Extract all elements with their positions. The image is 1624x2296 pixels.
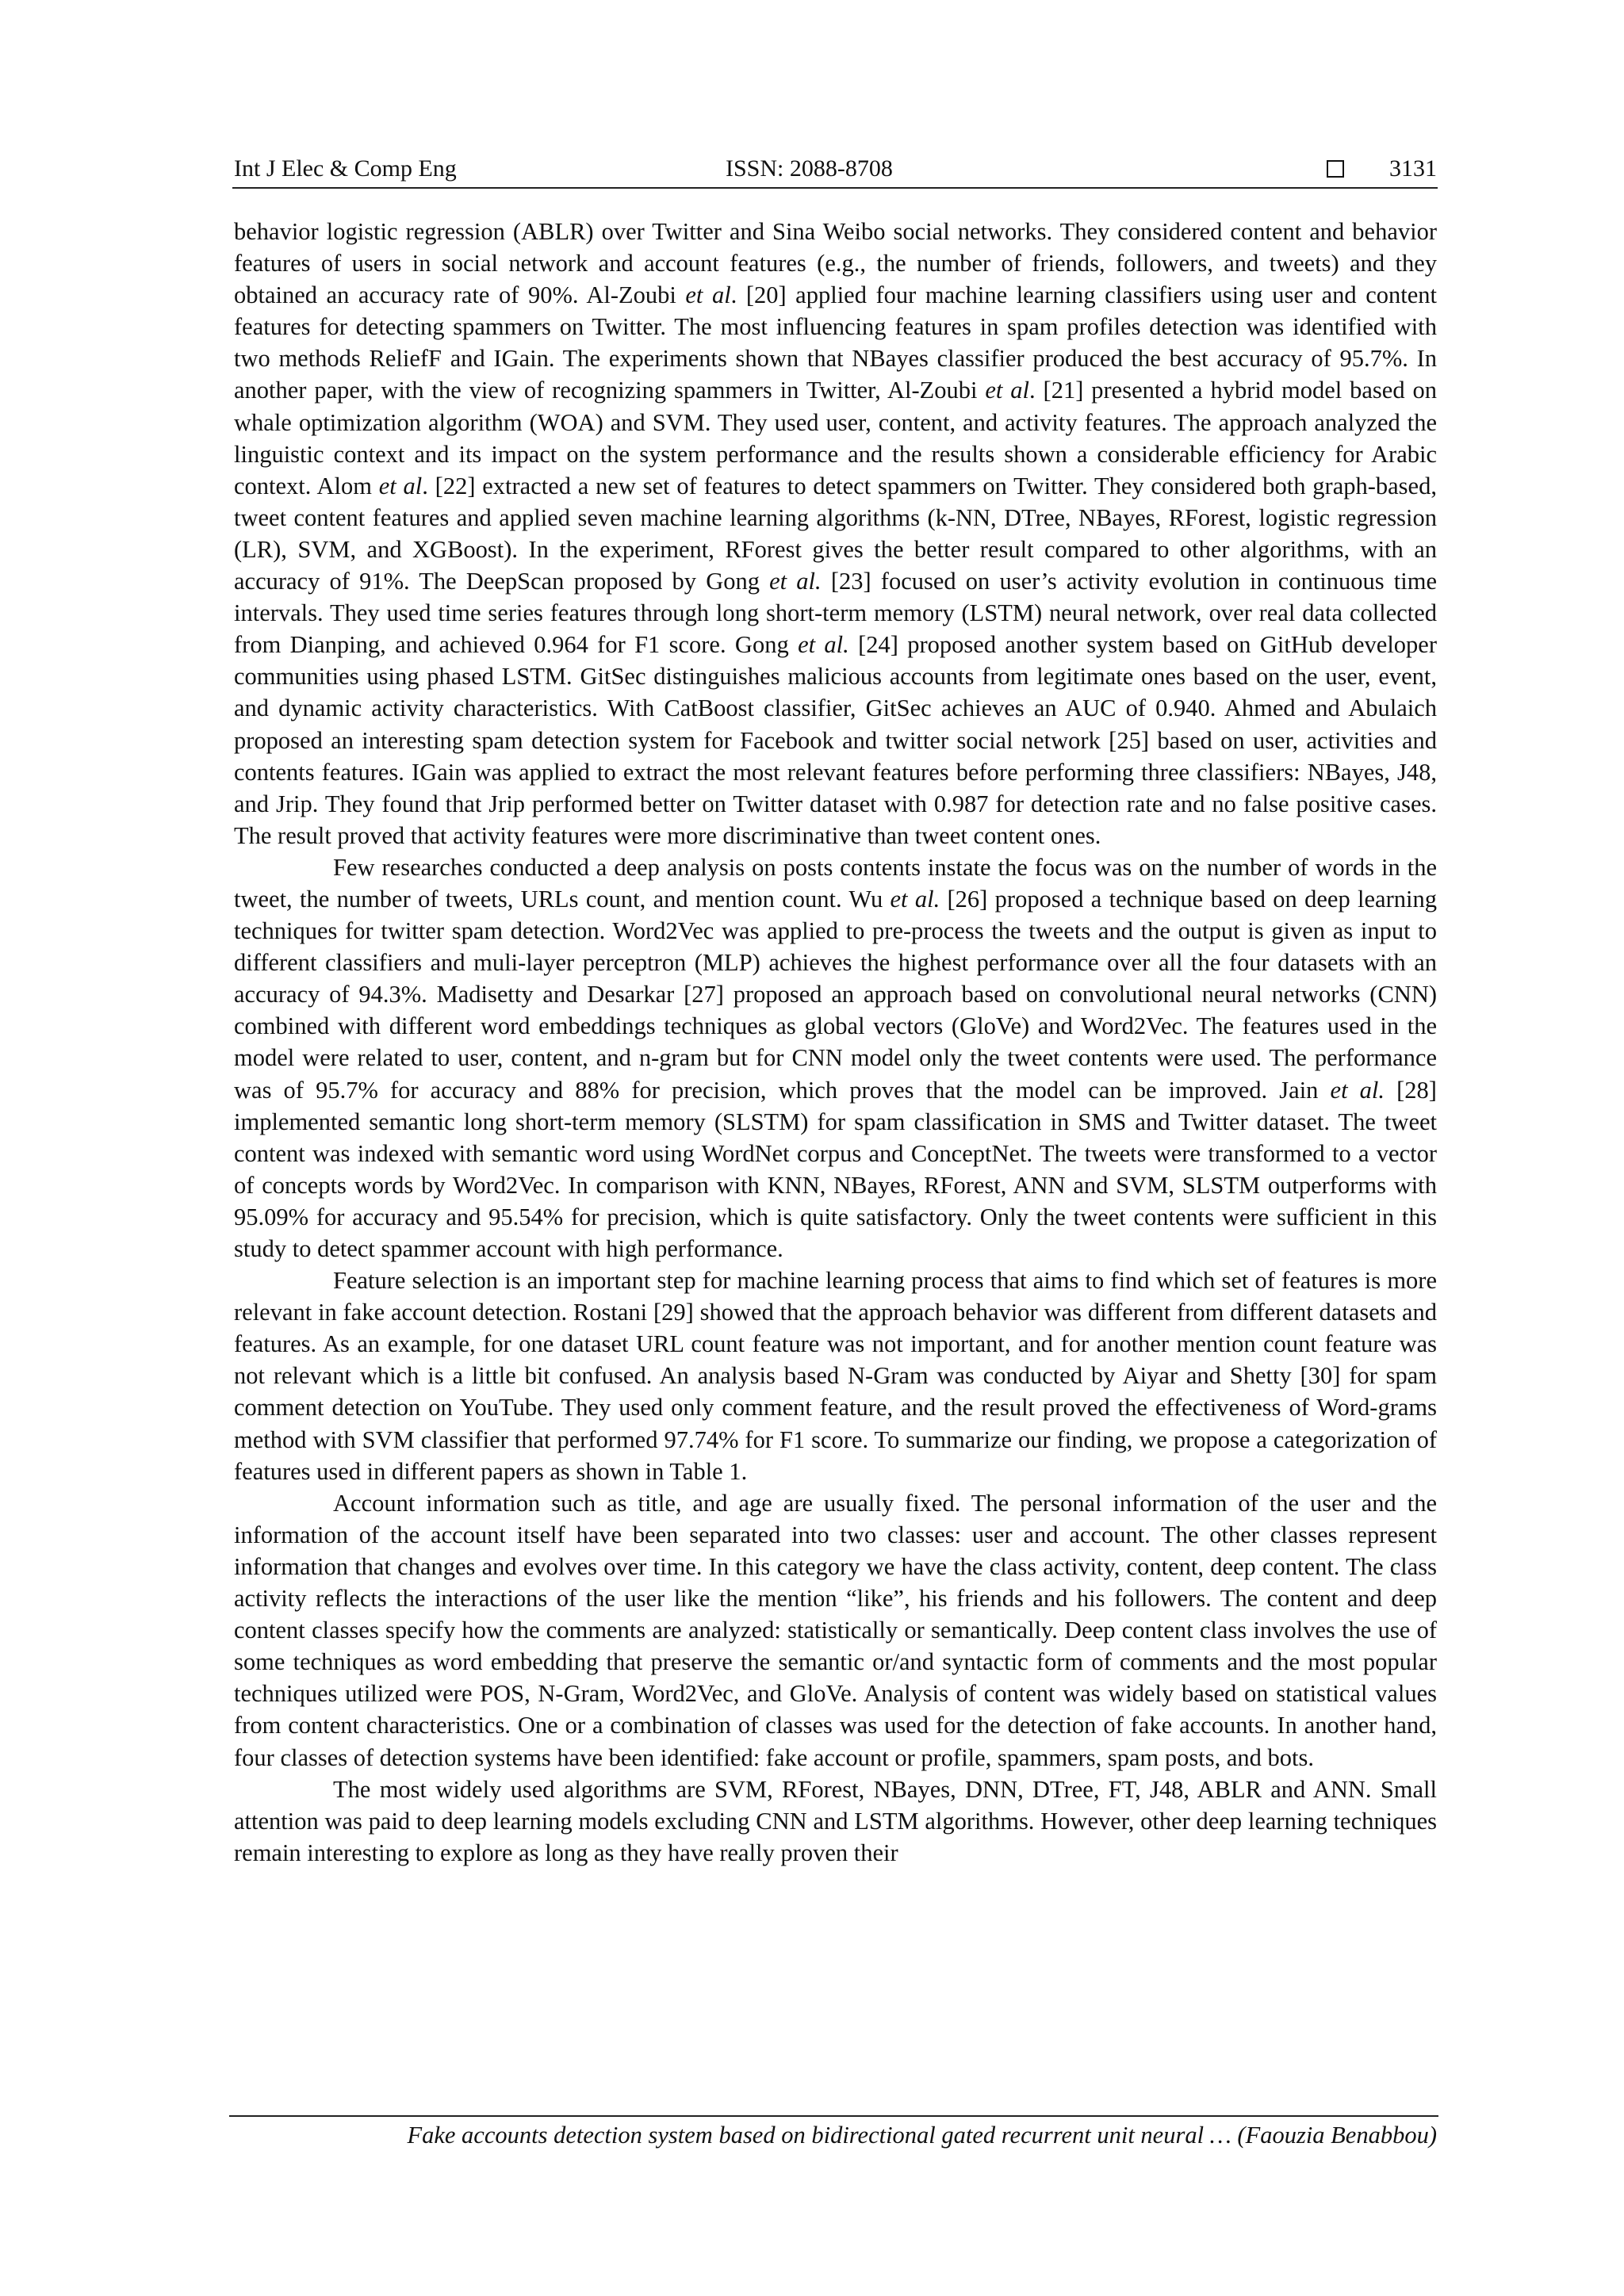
checkbox-square-icon — [1327, 160, 1344, 178]
paragraph — [234, 1265, 1437, 1487]
paragraph-text: The most widely used algorithms are SVM, RForest, NBayes, DNN, DTree, FT, J48, ABLR and ANN. Small attention was paid to deep learning models excluding CNN and LSTM algorithms. However, other deep learning techniques remain interesting to explore as long as they have really proven their — [234, 1775, 1437, 1866]
italic-text: et al. — [769, 568, 822, 595]
italic-text: et al — [685, 281, 731, 309]
paragraph-text: [26] proposed a technique based on deep learning techniques for twitter spam detection. Word2Vec was applied to pre-process the tweets and the output is given as input to different classifiers and muli-layer perceptron (MLP) achieves the highest performance over all the four datasets with an accuracy of 94.3%. Madisetty and Desarkar [27] proposed an approach based on convolutional neural networks (CNN) combined with different word embeddings techniques as global vectors (GloVe) and Word2Vec. The features used in the model were related to user, content, and n-gram but for CNN model only the tweet contents were used. The performance was of 95.7% for accuracy and 88% for precision, which proves that the model can be improved. Jain — [234, 885, 1437, 1104]
issn-label: ISSN: 2088-8708 — [726, 155, 893, 182]
paragraph — [234, 216, 1437, 851]
paragraph-text: . [22] extracted a new set of features to detect spammers on Twitter. They considered both graph-based, tweet content features and applied seven machine learning algorithms (k-NN, DTree, NBayes, RForest, logistic regression (LR), SVM, and XGBoost). In the experiment, RForest gives the better result compared to other algorithms, with an accuracy of 91%. The DeepScan proposed by Gong — [234, 472, 1437, 595]
italic-text: et al — [378, 472, 423, 499]
italic-text: et al. — [1330, 1076, 1385, 1104]
page-header — [234, 155, 1437, 190]
header-rule — [232, 187, 1438, 189]
paragraph-text: behavior logistic regression (ABLR) over Twitter and Sina Weibo social networks. They considered content and behavior features of users in social network and account features (e.g., the number of friends, followers, and tweets) and they obtained an accuracy rate of 90%. Al-Zoubi — [234, 218, 1437, 309]
paragraph-text: . [21] presented a hybrid model based on whale optimization algorithm (WOA) and SVM. They used user, content, and activity features. The approach analyzed the linguistic context and its impact on the system performance and the results shown a considerable efficiency for Arabic context. Alom — [234, 377, 1437, 499]
body-text — [234, 216, 1437, 1869]
italic-text: et al — [985, 377, 1030, 404]
paragraph-text: [23] focused on user’s activity evolution in continuous time intervals. They used time series features through long short-term memory (LSTM) neural network, over real data collected from Dianping, and achieved 0.964 for F1 score. Gong — [234, 568, 1437, 659]
paragraph-text: Account information such as title, and age are usually fixed. The personal information of the user and the information of the account itself have been separated into two classes: user and account. The other classes represent information that changes and evolves over time. In this category we have the class activity, content, deep content. The class activity reflects the interactions of the user like the mention “like”, his friends and his followers. The content and deep content classes specify how the comments are analyzed: statistically or semantically. Deep content class involves the use of some techniques as word embedding that preserve the semantic or/and syntactic form of comments and the most popular techniques utilized were POS, N-Gram, Word2Vec, and GloVe. Analysis of content was widely based on statistical values from content characteristics. One or a combination of classes was used for the detection of fake accounts. In another hand, four classes of detection systems have been identified: fake account or profile, spammers, spam posts, and bots. — [234, 1489, 1437, 1771]
paragraph-text: Few researches conducted a deep analysis on posts contents instate the focus was on the number of words in the tweet, the number of tweets, URLs count, and mention count. Wu — [234, 853, 1437, 913]
paragraph — [234, 1774, 1437, 1869]
paragraph — [234, 1487, 1437, 1774]
paragraph-text: . [20] applied four machine learning classifiers using user and content features for detecting spammers on Twitter. The most influencing features in spam profiles detection was identified with two methods ReliefF and IGain. The experiments shown that NBayes classifier produced the best accuracy of 95.7%. In another paper, with the view of recognizing spammers in Twitter, Al-Zoubi — [234, 281, 1437, 404]
footer-rule — [229, 2115, 1438, 2117]
paragraph-text: Feature selection is an important step for machine learning process that aims to find which set of features is more relevant in fake account detection. Rostani [29] showed that the approach behavior was different from different datasets and features. As an example, for one dataset URL count feature was not important, and for another mention count feature was not relevant which is a little bit confused. An analysis based N-Gram was conducted by Aiyar and Shetty [30] for spam comment detection on YouTube. They used only comment feature, and the result proved the effectiveness of Word-grams method with SVM classifier that performed 97.74% for F1 score. To summarize our finding, we propose a categorization of features used in different papers as shown in Table 1. — [234, 1267, 1437, 1485]
running-footer: Fake accounts detection system based on bidirectional gated recurrent unit neural … (Faouzia Benabbou) — [407, 2122, 1437, 2149]
paragraph-text: [24] proposed another system based on GitHub developer communities using phased LSTM. GitSec distinguishes malicious accounts from legitimate ones based on the user, event, and dynamic activity characteristics. With CatBoost classifier, GitSec achieves an AUC of 0.940. Ahmed and Abulaich proposed an interesting spam detection system for Facebook and twitter social network [25] based on user, activities and contents features. IGain was applied to extract the most relevant features before performing three classifiers: NBayes, J48, and Jrip. They found that Jrip performed better on Twitter dataset with 0.987 for detection rate and no false positive cases. The result proved that activity features were more discriminative than tweet content ones. — [234, 631, 1437, 849]
italic-text: et al. — [890, 885, 940, 913]
paragraph — [234, 851, 1437, 1265]
paragraph-text: [28] implemented semantic long short-term memory (SLSTM) for spam classification in SMS and Twitter dataset. The tweet content was indexed with semantic word using WordNet corpus and ConceptNet. The tweets were transformed to a vector of concepts words by Word2Vec. In comparison with KNN, NBayes, RForest, ANN and SVM, SLSTM outperforms with 95.09% for accuracy and 95.54% for precision, which is quite satisfactory. Only the tweet contents were sufficient in this study to detect spammer account with high performance. — [234, 1076, 1437, 1262]
journal-name: Int J Elec & Comp Eng — [234, 155, 457, 182]
italic-text: et al. — [798, 631, 849, 659]
page-number: 3131 — [1389, 155, 1437, 182]
